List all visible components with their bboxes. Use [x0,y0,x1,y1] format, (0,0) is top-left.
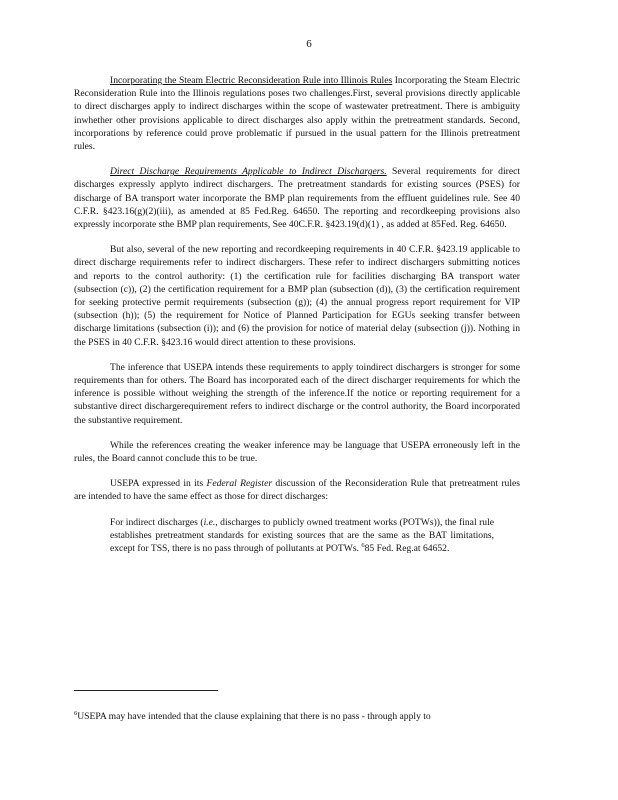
paragraph-1-text: Incorporating the Steam Electric Reconsideration Rule into the Illinois regulations poses two challenges.First, several provisions directly applicable to direct discharges apply to indirect discharges within the scope of wastewater pretreatment. There is ambiguity inwhether other provisions applicable to direct discharges also apply within the pretreatment standards. Second, incorporations by reference could prove problematic if pursued in the usual pattern for the Illinois pretreatment rules. [74,75,520,153]
footnote-mark: 6 [74,709,78,717]
page-number: 6 [306,38,312,50]
paragraph-6-text-after: discussion of the Reconsideration Rule that pretreatment rules are intended to have the same effect as those for direct discharges: [74,478,520,503]
paragraph-6-text-before: USEPA expressed in its [110,478,204,490]
quote-citation: 85 Fed. Reg.at 64652. [364,543,450,555]
paragraph-3: But also, several of the new reporting and recordkeeping requirements in 40 C.F.R. §423.19 applicable to direct discharge requirements refer to indirect dischargers. These refer to indirect dischargers submitting notices and reports to the control authority: (1) the certification rule for facilities discharging BA transport water (subsection (c)), (2) the certification requirement for a BMP plan (subsection (d)), (3) the certification requirement for seeking protective permit requirements (subsection (g)); (4) the annual progress report requirement for VIP (subsection (h)); (5) the requirement for Notice of Planned Participation for EGUs seeking transfer between discharge limitations (subsection (i)); and (6) the provision for notice of material delay (subsection (j)). Nothing in the PSES in 40 C.F.R. §423.16 would direct attention to these provisions. [74,244,520,348]
block-quote [110,516,494,556]
quote-text-after: discharges to publicly owned treatment works (POTWs)), the final rule establishes pretreatment standards for existing sources that are the same as the BAT limitations, except for TSS, there is no pass through of pollutants at POTWs. [110,516,494,555]
section-heading-incorporating: Incorporating the Steam Electric Reconsideration Rule into Illinois Rules [110,75,393,86]
federal-register-italic: Federal Register [206,478,273,490]
paragraph-2 [74,165,520,231]
footnote-reference[interactable]: 6 [361,541,365,549]
footnote-text: USEPA may have intended that the clause explaining that there is no pass - through apply to [77,711,431,722]
quote-italic-ie: i.e., [203,516,218,528]
document-body [74,74,520,555]
quote-text-before: For indirect discharges ( [110,516,204,528]
paragraph-1 [74,74,520,153]
section-heading-direct-discharge: Direct Discharge Requirements Applicable to Indirect Dischargers. [110,166,387,178]
paragraph-4: The inference that USEPA intends these requirements to apply toindirect dischargers is stronger for some requirements than for others. The Board has incorporated each of the direct discharger requirements for which the inference is possible without weighing the strength of the inference.If the notice or reporting requirement for a substantive direct dischargerequirement refers to indirect discharge or the control authority, the Board incorporated the substantive requirement. [74,361,520,426]
footnote-separator [74,690,218,691]
paragraph-5: While the references creating the weaker inference may be language that USEPA erroneously left in the rules, the Board cannot conclude this to be true. [74,439,520,465]
footnote [74,710,520,723]
paragraph-6 [74,477,520,503]
paragraph-2-text: Several requirements for direct discharges expressly applyto indirect dischargers. The pretreatment standards for existing sources (PSES) for discharge of BA transport water incorporate the BMP plan requirements from the effluent guidelines rule. See 40 C.F.R. §423.16(g)(2)(iii), as amended at 85 Fed.Reg. 64650. The reporting and recordkeeping provisions also expressly incorporate sthe BMP plan requirements, See 40C.F.R. §423.19(d)(1) , as added at 85Fed. Reg. 64650. [74,166,521,231]
